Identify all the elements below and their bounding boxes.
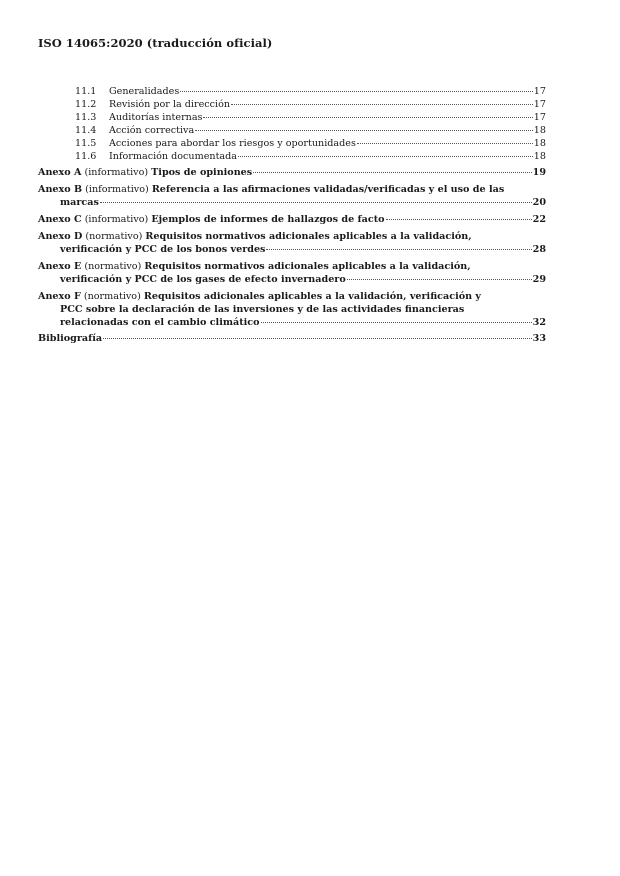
page-number: 33 [532,333,546,345]
dot-leader [100,202,532,203]
section-title: Acciones para abordar los riesgos y oportunidades [109,137,356,149]
toc-entry-11-4[interactable] [38,125,546,138]
section-title: Información documentada [109,150,238,162]
annex-title: Requisitos normativos adicionales aplicables a la validación, [145,231,472,243]
annex-title-continued: relacionadas con el cambio climático [60,316,260,328]
dot-leader [357,143,533,144]
page-number: 32 [532,316,546,328]
toc-entry-annex-d[interactable] [38,231,546,257]
dot-leader [386,219,532,220]
section-number: 11.1 [75,86,97,97]
table-of-contents [38,86,546,346]
section-number: 11.6 [75,150,97,162]
annex-title-continued: PCC sobre la declaración de las inversiones y de las actividades financieras [60,303,465,315]
annex-type: (normativo) [84,260,142,272]
page-number: 18 [533,150,546,162]
dot-leader [253,172,531,173]
annex-name: Anexo F [38,290,81,302]
dot-leader [180,91,533,92]
section-number: 11.2 [75,98,97,110]
annex-name: Anexo B [38,184,83,196]
section-number: 11.4 [75,124,97,136]
annex-title-continued: marcas [60,197,99,209]
toc-entry-11-1[interactable] [38,86,546,99]
annex-title: Requisitos adicionales aplicables a la validación, verificación y [143,290,482,302]
toc-entry-annex-e[interactable] [38,261,546,287]
page-number: 22 [532,214,546,226]
toc-entry-annex-c[interactable] [38,214,546,227]
dot-leader [347,279,532,280]
page-number: 20 [532,197,546,209]
page-number: 17 [533,98,546,110]
dot-leader [238,156,533,157]
annex-type: (normativo) [85,231,143,243]
section-title: Generalidades [109,86,180,97]
section-number: 11.5 [75,137,97,149]
page-number: 17 [533,86,546,97]
annex-title: Requisitos normativos adicionales aplicables a la validación, [144,260,471,272]
dot-leader [195,130,533,131]
dot-leader [203,117,532,118]
dot-leader [103,338,532,339]
toc-entry-annex-f[interactable] [38,291,546,330]
annex-type: (normativo) [83,290,141,302]
annex-name: Anexo A [38,167,82,179]
page-number: 17 [533,111,546,123]
dot-leader [231,104,533,105]
section-title: Auditorías internas [109,111,203,123]
annex-title: Referencia a las afirmaciones validadas/verificadas y el uso de las [151,184,505,196]
page-number: 18 [533,137,546,149]
annex-name: Anexo E [38,260,82,272]
annex-name: Anexo C [38,214,82,226]
section-number: 11.3 [75,111,97,123]
toc-entry-11-6[interactable] [38,151,546,164]
page-number: 19 [532,167,546,179]
annex-title-continued: verificación y PCC de los gases de efecto invernadero [60,273,346,285]
subsection-list [38,86,546,163]
annex-title: Tipos de opiniones [151,167,253,179]
section-title: Acción correctiva [109,124,195,136]
annex-title-continued: verificación y PCC de los bonos verdes [60,243,266,255]
annex-name: Anexo D [38,231,83,243]
toc-entry-11-3[interactable] [38,112,546,125]
dot-leader [266,249,531,250]
toc-entry-bibliography[interactable] [38,333,546,346]
section-title: Revisión por la dirección [109,98,231,110]
toc-entry-11-5[interactable] [38,138,546,151]
toc-entry-11-2[interactable] [38,99,546,112]
page-number: 28 [532,243,546,255]
bibliography-label: Bibliografía [38,333,103,345]
toc-entry-annex-b[interactable] [38,184,546,210]
annex-type: (informativo) [84,167,149,179]
dot-leader [261,322,532,323]
page-number: 29 [532,273,546,285]
document-header: ISO 14065:2020 (traducción oficial) [38,36,273,50]
annex-type: (informativo) [85,184,149,196]
annex-type: (informativo) [84,214,149,226]
annex-title: Ejemplos de informes de hallazgos de facto [151,214,385,226]
toc-entry-annex-a[interactable] [38,167,546,180]
page-number: 18 [533,124,546,136]
